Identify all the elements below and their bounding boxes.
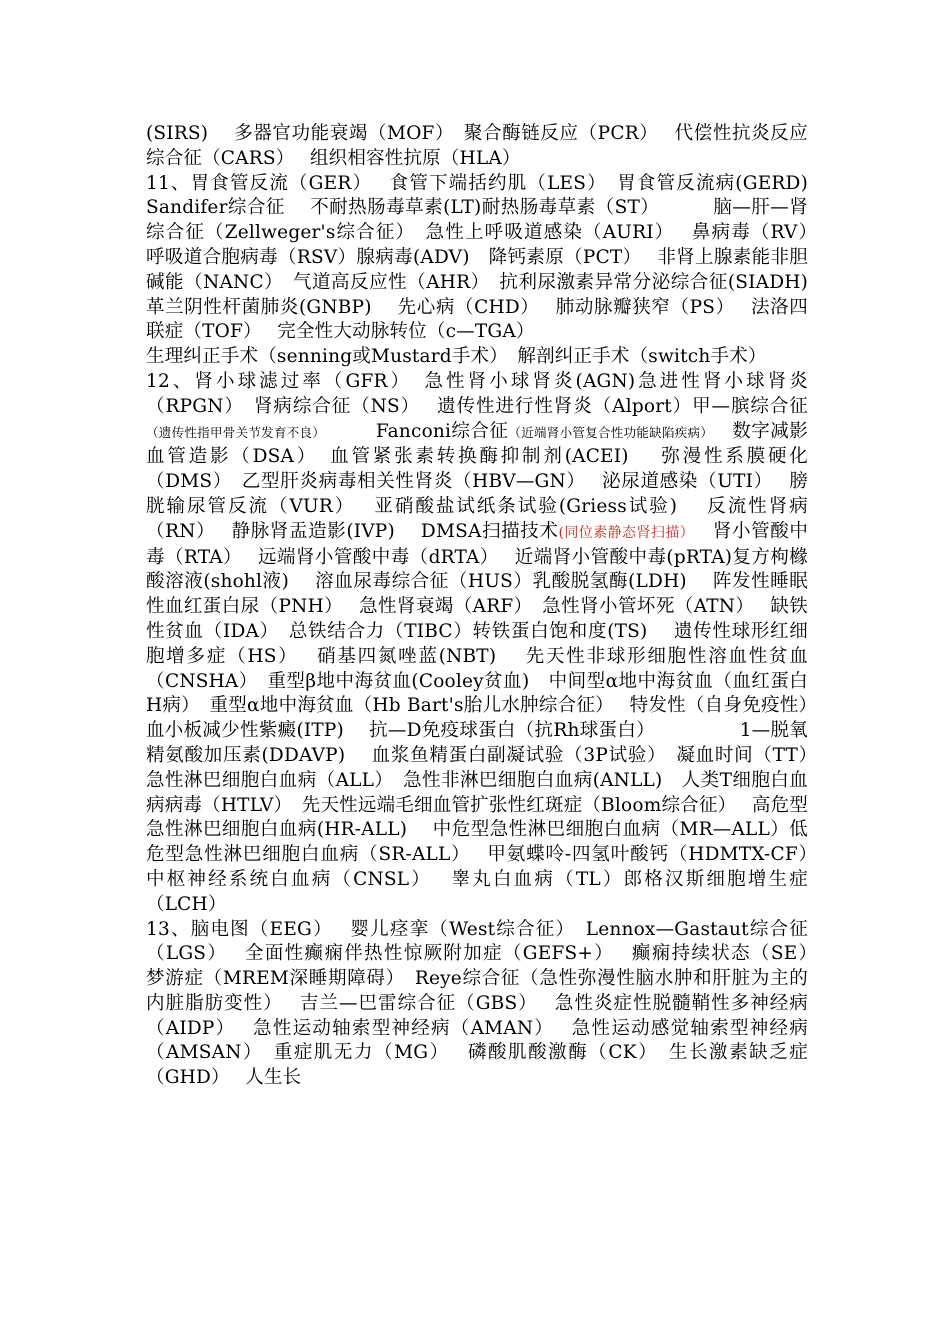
section-12-note-nail-patella: （遗传性指甲骨关节发育不良） [146, 424, 319, 440]
section-12-note-fanconi: （近端肾小管复合性功能缺陷疾病） [508, 424, 707, 440]
section-12-text-c: 数字减影血管造影（DSA） 血管紧张素转换酶抑制剂(ACEI) 弥漫性系膜硬化（DMS） 乙型肝炎病毒相关性肾炎（HBV—GN） 泌尿道感染（UTI） 膀胱输尿管反流（VUR） 亚硝酸盐试纸条试验(Griess试验) 反流性肾病（RN） 静脉肾盂造影(IVP) DMSA扫描技术 [146, 420, 808, 542]
section-12-note-renal-scan: (同位素静态肾扫描） [558, 524, 688, 541]
intro-paragraph: (SIRS) 多器官功能衰竭（MOF） 聚合酶链反应（PCR） 代偿性抗炎反应综合征（CARS） 组织相容性抗原（HLA） [146, 123, 808, 169]
document-page [146, 122, 833, 1091]
section-13-paragraph: 13、脑电图（EEG） 婴儿痉挛（West综合征） Lennox—Gastaut综合征（LGS） 全面性癫痫伴热性惊厥附加症（GEFS+） 癫痫持续状态（SE） 梦游症（MREM深睡期障碍） Reye综合征（急性弥漫性脑水肿和肝脏为主的内脏脂肪变性） 吉兰—巴雷综合征（GBS） 急性炎症性脱髓鞘性多神经病（AIDP） 急性运动轴索型神经病（AMAN） 急性运动感觉轴索型神经病（AMSAN） 重症肌无力（MG） 磷酸肌酸激酶（CK） 生长激素缺乏症（GHD） 人生长 [146, 918, 833, 1089]
section-12-paragraph [146, 370, 833, 918]
section-11-paragraph: 11、胃食管反流（GER） 食管下端括约肌（LES） 胃食管反流病(GERD) Sandifer综合征 不耐热肠毒草素(LT)耐热肠毒草素（ST） 脑—肝—肾综合征（Zellweger's综合征） 急性上呼吸道感染（AURI） 鼻病毒（RV） 呼吸道合胞病毒（RSV）腺病毒(ADV) 降钙素原（PCT） 非肾上腺素能非胆碱能（NANC） 气道高反应性（AHR） 抗利尿激素异常分泌综合征(SIADH) 革兰阴性杆菌肺炎(GNBP) 先心病（CHD） 肺动脉瓣狭窄（PS） 法洛四联症（TOF） 完全性大动脉转位（c—TGA） [146, 172, 833, 343]
section-11-surgery-line: 生理纠正手术（senning或Mustard手术） 解剖纠正手术（switch手术） [146, 346, 767, 368]
section-12-text-b: Fanconi综合征 [318, 420, 509, 442]
section-12-text-d: 肾小管酸中毒（RTA） 远端肾小管酸中毒（dRTA） 近端肾小管酸中毒(pRTA)复方枸橼酸溶液(shohl液) 溶血尿毒综合征（HUS）乳酸脱氢酶(LDH) 阵发性睡眠性血红蛋白尿（PNH） 急性肾衰竭（ARF） 急性肾小管坏死（ATN） 缺铁性贫血（IDA） 总铁结合力（TIBC）转铁蛋白饱和度(TS) 遗传性球形红细胞增多症（HS） 硝基四氮唑蓝(NBT) 先天性非球形细胞性溶血性贫血（CNSHA） 重型β地中海贫血(Cooley贫血) 中间型α地中海贫血（血红蛋白H病） 重型α地中海贫血（Hb Bart's胎儿水肿综合征） 特发性（自身免疫性）血小板减少性紫癜(ITP) 抗—D免疫球蛋白（抗Rh球蛋白） 1—脱氧精氨酸加压素(DDAVP) 血浆鱼精蛋白副凝试验（3P试验） 凝血时间（TT） 急性淋巴细胞白血病（ALL） 急性非淋巴细胞白血病(ANLL) 人类T细胞白血病病毒（HTLV） 先天性远端毛细血管扩张性红斑症（Bloom综合征） 高危型急性淋巴细胞白血病(HR-ALL) 中危型急性淋巴细胞白血病（MR—ALL）低危型急性淋巴细胞白血病（SR-ALL） 甲氨蝶呤-四氢叶酸钙（HDMTX-CF） 中枢神经系统白血病（CNSL） 睾丸白血病（TL）郎格汉斯细胞增生症（LCH） [146, 520, 833, 915]
section-12-text-a: 12、肾小球滤过率（GFR） 急性肾小球肾炎(AGN)急进性肾小球肾炎（RPGN） 肾病综合征（NS） 遗传性进行性肾炎（Alport）甲—膑综合征 [146, 370, 808, 417]
